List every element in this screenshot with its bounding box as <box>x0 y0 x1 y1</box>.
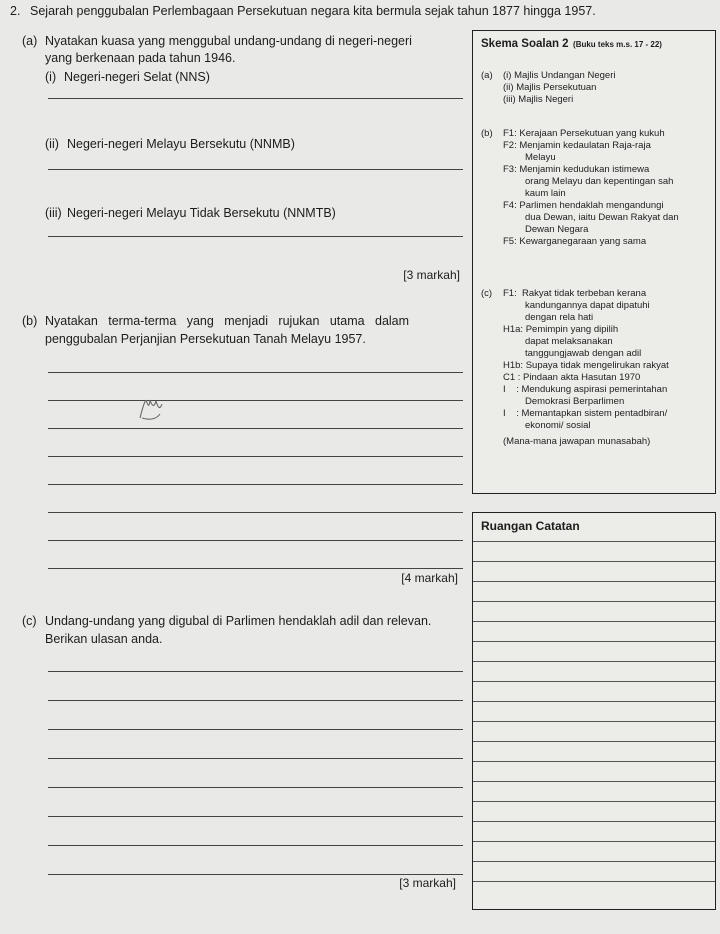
answer-line[interactable] <box>48 400 463 401</box>
part-b-question-line2: penggubalan Perjanjian Persekutuan Tanah Melayu 1957. <box>45 332 366 346</box>
part-a-item-label: (i) <box>45 70 57 84</box>
scheme-title: Skema Soalan 2 <box>481 38 569 50</box>
scheme-a-label: (a) <box>481 70 493 81</box>
notes-line[interactable] <box>473 661 715 662</box>
scheme-b-line: orang Melayu dan kepentingan sah <box>525 176 674 187</box>
part-a-label: (a) <box>22 34 38 48</box>
notes-line[interactable] <box>473 881 715 882</box>
scheme-b-line: F1: Kerajaan Persekutuan yang kukuh <box>503 128 665 139</box>
scheme-a-line: (i) Majlis Undangan Negeri <box>503 70 616 81</box>
part-b-marks: [4 markah] <box>401 571 458 585</box>
notes-line[interactable] <box>473 741 715 742</box>
part-a-question-line1: Nyatakan kuasa yang menggubal undang-undang di negeri-negeri <box>45 34 412 48</box>
answer-line[interactable] <box>48 98 463 99</box>
answer-line[interactable] <box>48 169 463 170</box>
scheme-c-line: I : Mendukung aspirasi pemerintahan <box>503 384 668 395</box>
scheme-b-line: kaum lain <box>525 188 566 199</box>
answer-scheme-box <box>472 30 716 494</box>
scheme-c-line: I : Memantapkan sistem pentadbiran/ <box>503 408 668 419</box>
part-a-item-text: Negeri-negeri Selat (NNS) <box>64 70 210 84</box>
answer-line[interactable] <box>48 540 463 541</box>
scheme-c-line: tanggungjawab dengan adil <box>525 348 642 359</box>
question-number: 2. <box>10 4 21 18</box>
answer-line[interactable] <box>48 428 463 429</box>
notes-line[interactable] <box>473 621 715 622</box>
answer-line[interactable] <box>48 758 463 759</box>
question-stem: Sejarah penggubalan Perlembagaan Persekutuan negara kita bermula sejak tahun 1877 hingga 1957. <box>30 4 596 18</box>
part-b-label: (b) <box>22 314 38 328</box>
notes-title: Ruangan Catatan <box>481 519 580 533</box>
scheme-a-line: (iii) Majlis Negeri <box>503 94 574 105</box>
answer-line[interactable] <box>48 236 463 237</box>
scheme-b-line: F4: Parlimen hendaklah mengandungi <box>503 200 664 211</box>
notes-line[interactable] <box>473 641 715 642</box>
notes-line[interactable] <box>473 781 715 782</box>
part-a-question-line2: yang berkenaan pada tahun 1946. <box>45 51 236 65</box>
notes-line[interactable] <box>473 721 715 722</box>
scheme-b-line: F3: Menjamin kedudukan istimewa <box>503 164 650 175</box>
part-a-item-label: (iii) <box>45 206 62 220</box>
answer-line[interactable] <box>48 787 463 788</box>
scheme-c-line: C1 : Pindaan akta Hasutan 1970 <box>503 372 641 383</box>
scheme-b-line: dua Dewan, iaitu Dewan Rakyat dan <box>525 212 679 223</box>
answer-line[interactable] <box>48 512 463 513</box>
part-a-marks: [3 markah] <box>403 268 460 282</box>
scheme-c-line: H1b: Supaya tidak mengelirukan rakyat <box>503 360 669 371</box>
part-c-question-line1: Undang-undang yang digubal di Parlimen hendaklah adil dan relevan. <box>45 614 432 628</box>
answer-line[interactable] <box>48 845 463 846</box>
answer-line[interactable] <box>48 484 463 485</box>
notes-line[interactable] <box>473 861 715 862</box>
scheme-a-line: (ii) Majlis Persekutuan <box>503 82 597 93</box>
scheme-b-line: F2: Menjamin kedaulatan Raja-raja <box>503 140 651 151</box>
notes-line[interactable] <box>473 581 715 582</box>
scheme-b-line: F5: Kewarganegaraan yang sama <box>503 236 647 247</box>
notes-line[interactable] <box>473 761 715 762</box>
answer-line[interactable] <box>48 700 463 701</box>
scheme-b-line: Melayu <box>525 152 556 163</box>
part-b-question-line1: Nyatakan terma-terma yang menjadi rujukan utama dalam <box>45 314 410 328</box>
answer-line[interactable] <box>48 456 463 457</box>
scheme-b-line: Dewan Negara <box>525 224 589 235</box>
answer-line[interactable] <box>48 816 463 817</box>
scheme-c-line: Demokrasi Berparlimen <box>525 396 625 407</box>
part-c-label: (c) <box>22 614 37 628</box>
part-a-item-text: Negeri-negeri Melayu Tidak Bersekutu (NNMTB) <box>67 206 336 220</box>
pencil-scribble-icon <box>134 396 166 422</box>
scheme-c-label: (c) <box>481 288 493 299</box>
notes-line[interactable] <box>473 561 715 562</box>
notes-line[interactable] <box>473 681 715 682</box>
scheme-b-label: (b) <box>481 128 493 139</box>
answer-line[interactable] <box>48 372 463 373</box>
part-a-item-text: Negeri-negeri Melayu Bersekutu (NNMB) <box>67 137 295 151</box>
scheme-c-line: F1: Rakyat tidak terbeban kerana <box>503 288 647 299</box>
scheme-textbook-ref: (Buku teks m.s. 17 - 22) <box>573 40 662 49</box>
scheme-c-line: (Mana-mana jawapan munasabah) <box>503 436 651 447</box>
notes-line[interactable] <box>473 701 715 702</box>
scheme-c-line: ekonomi/ sosial <box>525 420 591 431</box>
scheme-header <box>481 34 662 52</box>
notes-line[interactable] <box>473 601 715 602</box>
scheme-c-line: dapat melaksanakan <box>525 336 613 347</box>
scheme-c-line: dengan rela hati <box>525 312 594 323</box>
notes-line[interactable] <box>473 841 715 842</box>
scheme-c-line: H1a: Pemimpin yang dipilih <box>503 324 619 335</box>
part-c-marks: [3 markah] <box>399 876 456 890</box>
scheme-c-line: kandungannya dapat dipatuhi <box>525 300 650 311</box>
answer-line[interactable] <box>48 729 463 730</box>
part-c-question-line2: Berikan ulasan anda. <box>45 632 163 646</box>
answer-line[interactable] <box>48 874 463 875</box>
part-a-item-label: (ii) <box>45 137 59 151</box>
notes-line[interactable] <box>473 541 715 542</box>
notes-line[interactable] <box>473 821 715 822</box>
answer-line[interactable] <box>48 568 463 569</box>
notes-line[interactable] <box>473 801 715 802</box>
answer-line[interactable] <box>48 671 463 672</box>
notes-box <box>472 512 716 910</box>
